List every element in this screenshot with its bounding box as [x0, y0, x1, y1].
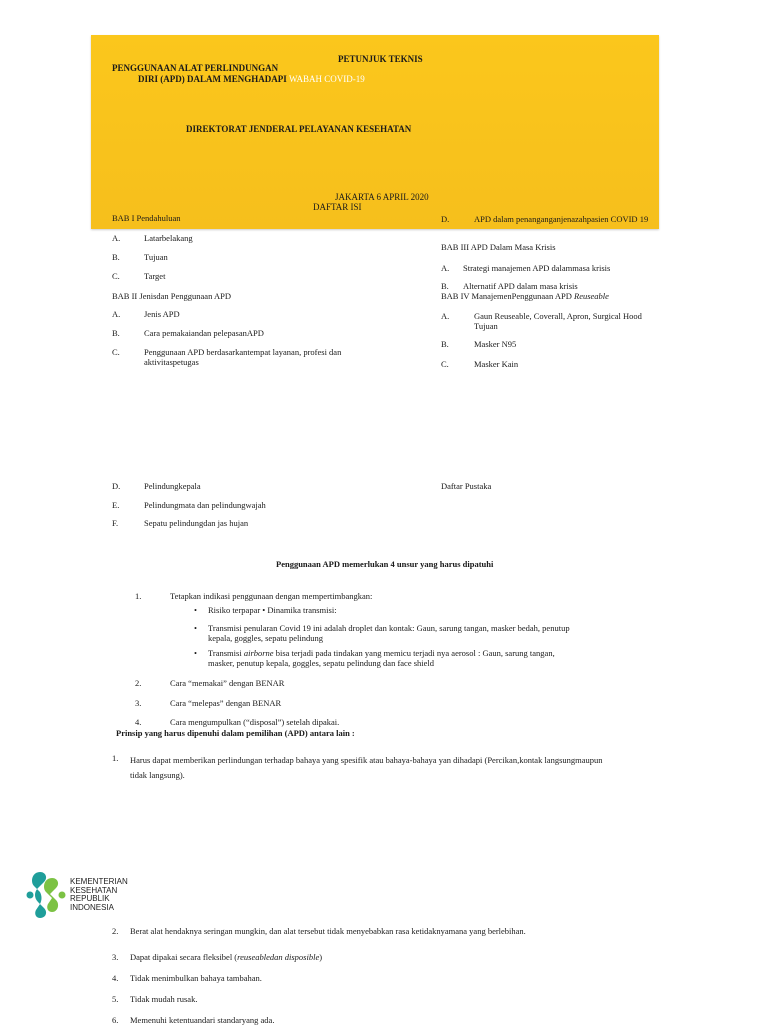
- toc-bab2: BAB II Jenisdan Penggunaan APD: [112, 291, 231, 301]
- logo-line-2: KESEHATAN: [70, 885, 118, 895]
- toc-item-label: C.: [112, 347, 120, 357]
- toc-item-text: Tujuan: [474, 321, 498, 331]
- cover-line-1: PENGGUNAAN ALAT PERLINDUNGAN: [112, 63, 279, 73]
- section1-item: Cara “memakai” dengan BENAR: [170, 678, 285, 688]
- section1-num: 4.: [135, 717, 142, 727]
- toc-bab3: BAB III APD Dalam Masa Krisis: [441, 242, 556, 252]
- item3-close: ): [319, 952, 323, 962]
- item3-text: Dapat dipakai secara fleksibel (: [130, 952, 238, 962]
- toc-item-label: F.: [112, 518, 119, 528]
- bullet3-italic: airborne: [243, 648, 274, 658]
- section1-bullet: Transmisi penularan Covid 19 ini adalah droplet dan kontak: Gaun, sarung tangan, masker bedah, penutup kepala, goggles, sepatu pelindung: [208, 623, 570, 643]
- toc-item-label: B.: [441, 339, 449, 349]
- toc-item-label: C.: [112, 271, 120, 281]
- toc-item-label: B.: [441, 281, 449, 291]
- toc-item-text: APD dalam penanganganjenazahpasien COVID 19: [474, 214, 649, 224]
- section2-item: Harus dapat memberikan perlindungan terhadap bahaya yang spesifik atau bahaya-bahaya yan dihadapi (Percikan,kontak langsungmaupun tidak langsung).: [130, 755, 603, 780]
- toc-bab1: BAB I Pendahuluan: [112, 213, 181, 223]
- toc-bab4-italic: Reuseable: [574, 291, 609, 301]
- toc-item-text: Sepatu pelindungdan jas hujan: [144, 518, 249, 528]
- toc-title: DAFTAR ISI: [313, 202, 362, 212]
- section1-heading: Penggunaan APD memerlukan 4 unsur yang harus dipatuhi: [276, 559, 494, 569]
- toc-item-label: B.: [112, 252, 120, 262]
- section1-num: 1.: [135, 591, 142, 601]
- toc-item-text: Masker Kain: [474, 359, 519, 369]
- toc-item-label: E.: [112, 500, 120, 510]
- toc-item-label: A.: [112, 309, 121, 319]
- cover-org: DIREKTORAT JENDERAL PELAYANAN KESEHATAN: [186, 124, 412, 134]
- bullet-dot: •: [194, 648, 197, 658]
- toc-item-label: D.: [441, 214, 450, 224]
- logo-line-3: REPUBLIK: [70, 894, 110, 903]
- section2-item: Berat alat hendaknya seringan mungkin, dan alat tersebut tidak menyebabkan rasa ketidaknyamana yang berlebihan.: [130, 926, 526, 936]
- section2-item: Memenuhi ketentuandari standaryang ada.: [130, 1015, 275, 1025]
- toc-item-text: Jenis APD: [144, 309, 180, 319]
- logo-line-1: KEMENTERIAN: [70, 877, 128, 886]
- item3-italic: reuseabledan disposible: [237, 952, 320, 962]
- section2-num: 4.: [112, 973, 119, 983]
- toc-item-text: Masker N95: [474, 339, 517, 349]
- section2-heading: Prinsip yang harus dipenuhi dalam pemilihan (APD) antara lain :: [116, 728, 355, 738]
- toc-item-label: B.: [112, 328, 120, 338]
- toc-bab4: [441, 291, 609, 301]
- toc-item-text: Alternatif APD dalam masa krisis: [463, 281, 578, 291]
- bullet3-text: bisa terjadi pada tindakan yang memicu terjadi nya aerosol : Gaun, sarung tangan, masker, penutup kepala, goggles, sepatu pelindung dan face shield: [208, 648, 555, 668]
- section1-item: Cara “melepas” dengan BENAR: [170, 698, 282, 708]
- toc-item-text: Pelindungkepala: [144, 481, 201, 491]
- section2-item-3: [130, 952, 322, 962]
- section2-item: Tidak mudah rusak.: [130, 994, 198, 1004]
- toc-daftar-pustaka: Daftar Pustaka: [441, 481, 492, 491]
- toc-item-label: A.: [441, 263, 450, 273]
- section1-num: 3.: [135, 698, 142, 708]
- toc-item: [112, 233, 120, 243]
- bullet-dot: •: [194, 623, 197, 633]
- cover-line-2-highlight: WABAH COVID-19: [289, 74, 365, 84]
- section2-item: Tidak menimbulkan bahaya tambahan.: [130, 973, 262, 983]
- section1-bullet: Risiko terpapar • Dinamika transmisi:: [208, 605, 337, 615]
- toc-item-text: Strategi manajemen APD dalammasa krisis: [463, 263, 611, 273]
- toc-bab4-text: BAB IV ManajemenPenggunaan APD: [441, 291, 572, 301]
- section1-bullet-3: [208, 648, 580, 668]
- toc-item-label: C.: [441, 359, 449, 369]
- cover-line-2: [138, 74, 365, 85]
- bullet3-prefix: Transmisi: [208, 648, 242, 658]
- section2-num: 2.: [112, 926, 119, 936]
- toc-item-text: Gaun Reuseable, Coverall, Apron, Surgical Hood: [474, 311, 642, 321]
- cover-line-2-text: DIRI (APD) DALAM MENGHADAPI: [138, 74, 287, 84]
- bullet-dot: •: [194, 605, 197, 615]
- section2-num: 3.: [112, 952, 119, 962]
- toc-item-text: Latarbelakang: [144, 233, 193, 243]
- toc-item-text: Target: [144, 271, 166, 281]
- toc-item-label: A.: [441, 311, 450, 321]
- cover-title: PETUNJUK TEKNIS: [338, 54, 423, 64]
- toc-item-text: Penggunaan APD berdasarkantempat layanan, profesi dan aktivitaspetugas: [144, 347, 342, 367]
- section1-item: Tetapkan indikasi penggunaan dengan mempertimbangkan:: [170, 591, 373, 601]
- toc-item-text: Cara pemakaiandan pelepasanAPD: [144, 328, 264, 338]
- cover-place-date: JAKARTA 6 APRIL 2020: [335, 192, 429, 202]
- toc-item-label: D.: [112, 481, 121, 491]
- section2-num: 6.: [112, 1015, 119, 1025]
- toc-item-text: Pelindungmata dan pelindungwajah: [144, 500, 266, 510]
- logo-text: [70, 878, 128, 912]
- section1-item: Cara mengumpulkan (“disposal”) setelah dipakai.: [170, 717, 340, 727]
- logo-line-4: INDONESIA: [70, 902, 115, 912]
- section2-num: 5.: [112, 994, 119, 1004]
- section1-num: 2.: [135, 678, 142, 688]
- section2-num: 1.: [112, 753, 119, 763]
- toc-item-label: A.: [112, 233, 121, 243]
- kemenkes-logo-icon: [26, 870, 66, 920]
- toc-item-text: Tujuan: [144, 252, 168, 262]
